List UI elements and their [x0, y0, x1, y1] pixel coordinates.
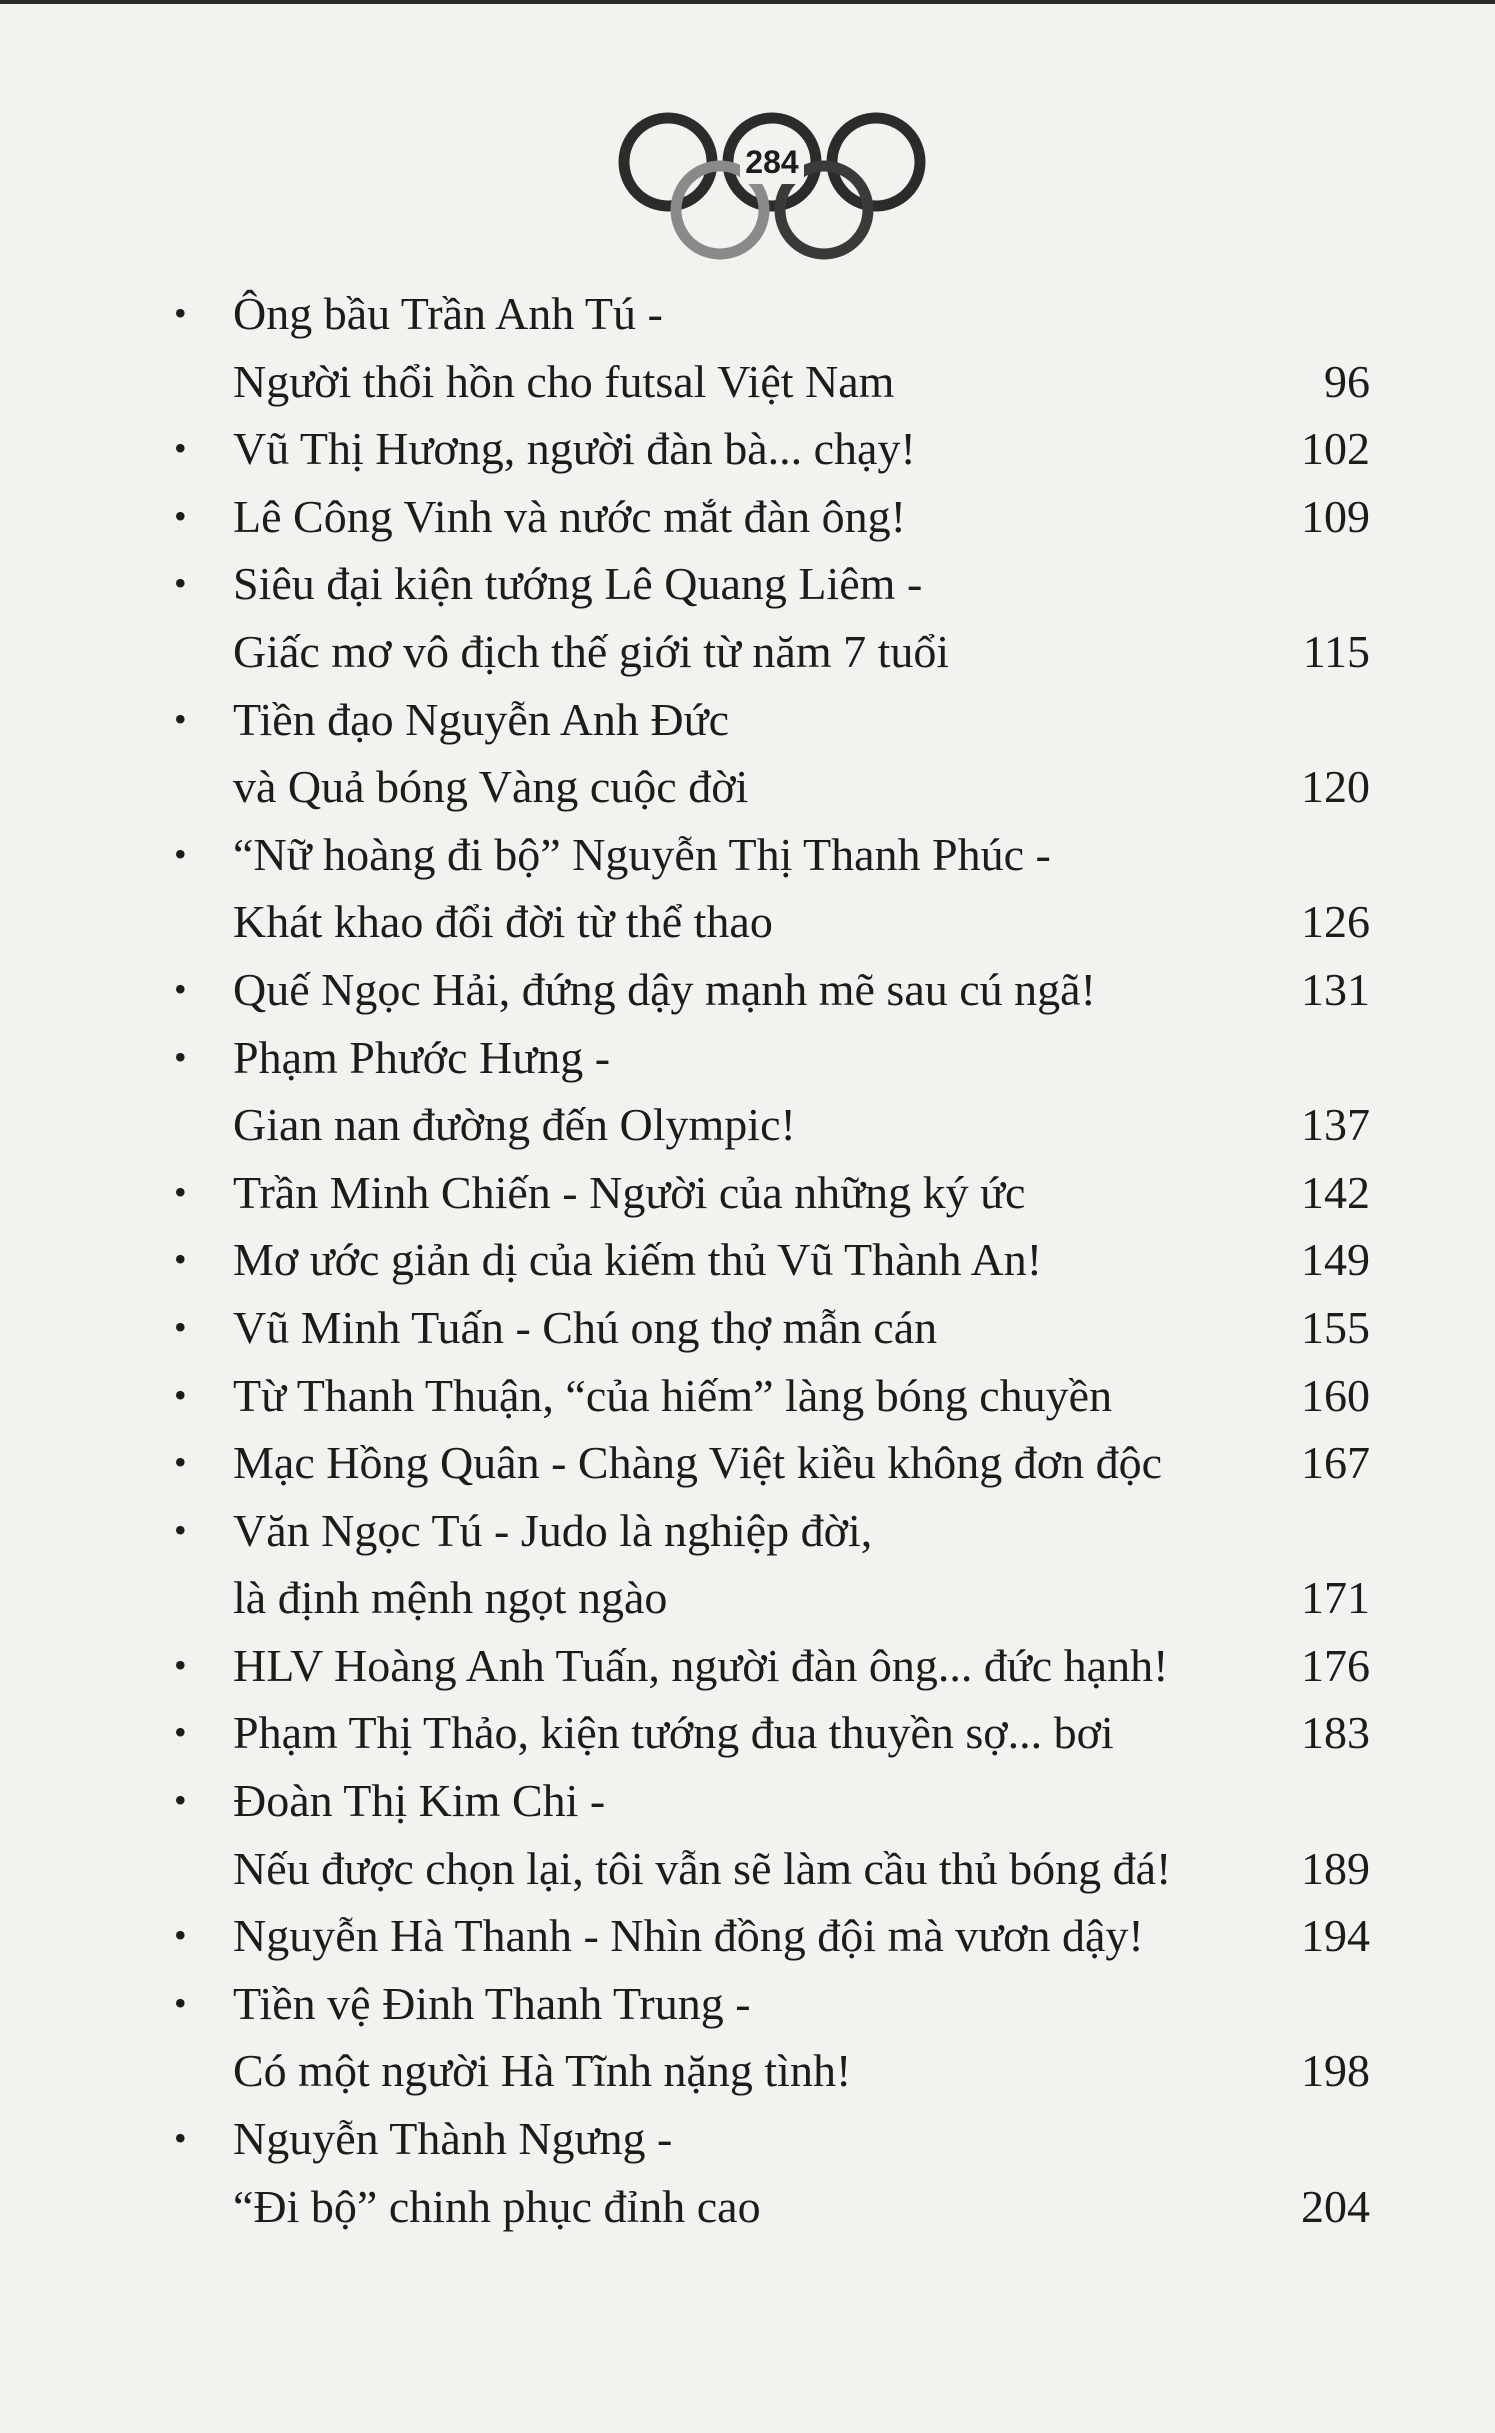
toc-entry-line [170, 686, 1370, 754]
toc-entry-line [170, 2173, 1370, 2241]
toc-entry-title: Tiền đạo Nguyễn Anh Đức [233, 693, 729, 745]
bullet-icon: • [174, 1306, 187, 1347]
toc-entry-title: Siêu đại kiện tướng Lê Quang Liêm - [233, 558, 923, 610]
toc-entry-line [170, 888, 1370, 956]
toc-entry-line [170, 1632, 1370, 1700]
toc-entry-title: Phạm Thị Thảo, kiện tướng đua thuyền sợ... bơi [233, 1707, 1114, 1759]
toc-entry-title: HLV Hoàng Anh Tuấn, người đàn ông... đức hạnh! [233, 1639, 1169, 1691]
toc-entry [170, 956, 1370, 1024]
toc-entry-title: Quế Ngọc Hải, đứng dậy mạnh mẽ sau cú ngã! [233, 963, 1096, 1015]
toc-entry-title: Mạc Hồng Quân - Chàng Việt kiều không đơn độc [233, 1437, 1163, 1489]
toc-entry-title: Trần Minh Chiến - Người của những ký ức [233, 1166, 1026, 1218]
toc-entry-line [170, 618, 1370, 686]
bullet-icon: • [174, 1036, 187, 1077]
bullet-icon: • [174, 2118, 187, 2159]
toc-entry-title: Vũ Minh Tuấn - Chú ong thợ mẫn cán [233, 1301, 938, 1353]
bullet-icon: • [174, 1239, 187, 1280]
toc-entry [170, 1159, 1370, 1227]
toc-entry [170, 1497, 1370, 1632]
toc-entry-title: Mơ ước giản dị của kiếm thủ Vũ Thành An! [233, 1234, 1043, 1286]
toc-entry-title: Có một người Hà Tĩnh nặng tình! [233, 2045, 852, 2097]
bullet-icon: • [174, 833, 187, 874]
toc-entry-line [170, 1091, 1370, 1159]
toc-entry-title: Văn Ngọc Tú - Judo là nghiệp đời, [233, 1504, 873, 1556]
bullet-icon: • [174, 1780, 187, 1821]
toc-entry-page: 102 [1301, 423, 1370, 475]
toc-entry-page: 126 [1301, 896, 1370, 948]
toc-entry-page: 115 [1302, 625, 1370, 677]
bullet-icon: • [174, 968, 187, 1009]
toc-entry-title: “Nữ hoàng đi bộ” Nguyễn Thị Thanh Phúc - [233, 828, 1051, 880]
toc-entry-line [170, 1024, 1370, 1092]
toc-entry [170, 2105, 1370, 2240]
toc-entry-page: 120 [1301, 761, 1370, 813]
toc-entry-title: là định mệnh ngọt ngào [233, 1572, 668, 1624]
ring-right [832, 118, 920, 206]
bullet-icon: • [174, 495, 187, 536]
toc-entry-line [170, 1564, 1370, 1632]
bullet-icon: • [174, 1982, 187, 2023]
toc-entry-title: và Quả bóng Vàng cuộc đời [233, 761, 749, 813]
toc-entry-title: Đoàn Thị Kim Chi - [233, 1775, 606, 1827]
bullet-icon: • [174, 1442, 187, 1483]
toc-entry-line [170, 956, 1370, 1024]
bullet-icon: • [174, 293, 187, 333]
toc-entry-page: 183 [1301, 1707, 1370, 1759]
toc-entry-line [170, 1902, 1370, 1970]
toc-entry-line [170, 1699, 1370, 1767]
bullet-icon: • [174, 1712, 187, 1753]
toc-entry-page: 176 [1301, 1639, 1370, 1691]
toc-entry-page: 137 [1301, 1099, 1370, 1151]
bullet-icon: • [174, 1509, 187, 1550]
toc-entry-line [170, 1226, 1370, 1294]
toc-entry-title: Ông bầu Trần Anh Tú - [233, 288, 663, 339]
toc-entry-line [170, 415, 1370, 483]
toc-entry-page: 204 [1301, 2180, 1370, 2232]
toc-entry-line [170, 1970, 1370, 2038]
toc-entry-line [170, 483, 1370, 551]
toc-entry-title: Nguyễn Thành Ngưng - [233, 2113, 673, 2165]
toc-entry-line [170, 821, 1370, 889]
toc-entry [170, 1294, 1370, 1362]
toc-entry-page: 96 [1324, 355, 1370, 407]
page-number: 284 [745, 144, 799, 180]
bullet-icon: • [174, 428, 187, 469]
toc-entry [170, 1024, 1370, 1159]
toc-entry-title: Nguyễn Hà Thanh - Nhìn đồng đội mà vươn dậy! [233, 1910, 1144, 1962]
toc-entry [170, 280, 1370, 415]
toc-entry [170, 821, 1370, 956]
toc-entry-line [170, 550, 1370, 618]
toc-entry-title: Giấc mơ vô địch thế giới từ năm 7 tuổi [233, 625, 950, 677]
toc-entry-page: 149 [1301, 1234, 1370, 1286]
toc-entry-page: 189 [1301, 1842, 1370, 1894]
toc-entry-line [170, 1294, 1370, 1362]
ring-left [624, 118, 712, 206]
toc-entry-page: 167 [1301, 1437, 1370, 1489]
toc-entry-page: 142 [1301, 1166, 1370, 1218]
toc-entry-line [170, 1835, 1370, 1903]
toc-entry-title: Từ Thanh Thuận, “của hiếm” làng bóng chuyền [233, 1369, 1113, 1421]
toc-entry [170, 1226, 1370, 1294]
toc-entry [170, 1767, 1370, 1902]
toc-entry-line [170, 1429, 1370, 1497]
toc-entry-line [170, 2037, 1370, 2105]
toc-entry-line [170, 348, 1370, 416]
bullet-icon: • [174, 1644, 187, 1685]
toc-entry-line [170, 1159, 1370, 1227]
bullet-icon: • [174, 698, 187, 739]
toc-entry-page: 194 [1301, 1910, 1370, 1962]
toc-entry-title: Lê Công Vinh và nước mắt đàn ông! [233, 490, 906, 542]
toc-entry-page: 171 [1301, 1572, 1370, 1624]
toc-entry-title: Nếu được chọn lại, tôi vẫn sẽ làm cầu thủ bóng đá! [233, 1842, 1172, 1894]
toc-entry-title: Khát khao đổi đời từ thể thao [233, 896, 773, 948]
toc-entry-title: Người thổi hồn cho futsal Việt Nam [233, 355, 895, 407]
toc-entry [170, 1699, 1370, 1767]
toc-entry [170, 1429, 1370, 1497]
bullet-icon: • [174, 1915, 187, 1956]
toc-entry-line [170, 1497, 1370, 1565]
toc-entry-page: 109 [1301, 490, 1370, 542]
toc-entry-title: Phạm Phước Hưng - [233, 1031, 611, 1083]
toc-entry [170, 1902, 1370, 1970]
toc-entry [170, 686, 1370, 821]
toc-entry-title: Vũ Thị Hương, người đàn bà... chạy! [233, 423, 916, 475]
toc-entry-line [170, 1767, 1370, 1835]
toc-entry-page: 155 [1301, 1301, 1370, 1353]
bullet-icon: • [174, 563, 187, 604]
toc-entry-line [170, 280, 1370, 348]
toc-entry-page: 198 [1301, 2045, 1370, 2097]
toc-entry [170, 550, 1370, 685]
toc-entry [170, 415, 1370, 483]
toc-entry-line [170, 753, 1370, 821]
table-of-contents [170, 280, 1370, 2240]
bullet-icon: • [174, 1374, 187, 1415]
bullet-icon: • [174, 1171, 187, 1212]
toc-entry-page: 131 [1301, 963, 1370, 1015]
toc-entry-title: Gian nan đường đến Olympic! [233, 1099, 796, 1151]
toc-entry [170, 1970, 1370, 2105]
olympic-rings-icon [600, 110, 940, 270]
toc-entry [170, 1362, 1370, 1430]
toc-entry-title: “Đi bộ” chinh phục đỉnh cao [233, 2180, 761, 2232]
toc-entry-title: Tiền vệ Đinh Thanh Trung - [233, 1977, 751, 2029]
toc-entry [170, 483, 1370, 551]
toc-entry-line [170, 2105, 1370, 2173]
page-top-edge [0, 0, 1495, 4]
toc-entry-page: 160 [1301, 1369, 1370, 1421]
toc-entry-line [170, 1362, 1370, 1430]
toc-entry [170, 1632, 1370, 1700]
